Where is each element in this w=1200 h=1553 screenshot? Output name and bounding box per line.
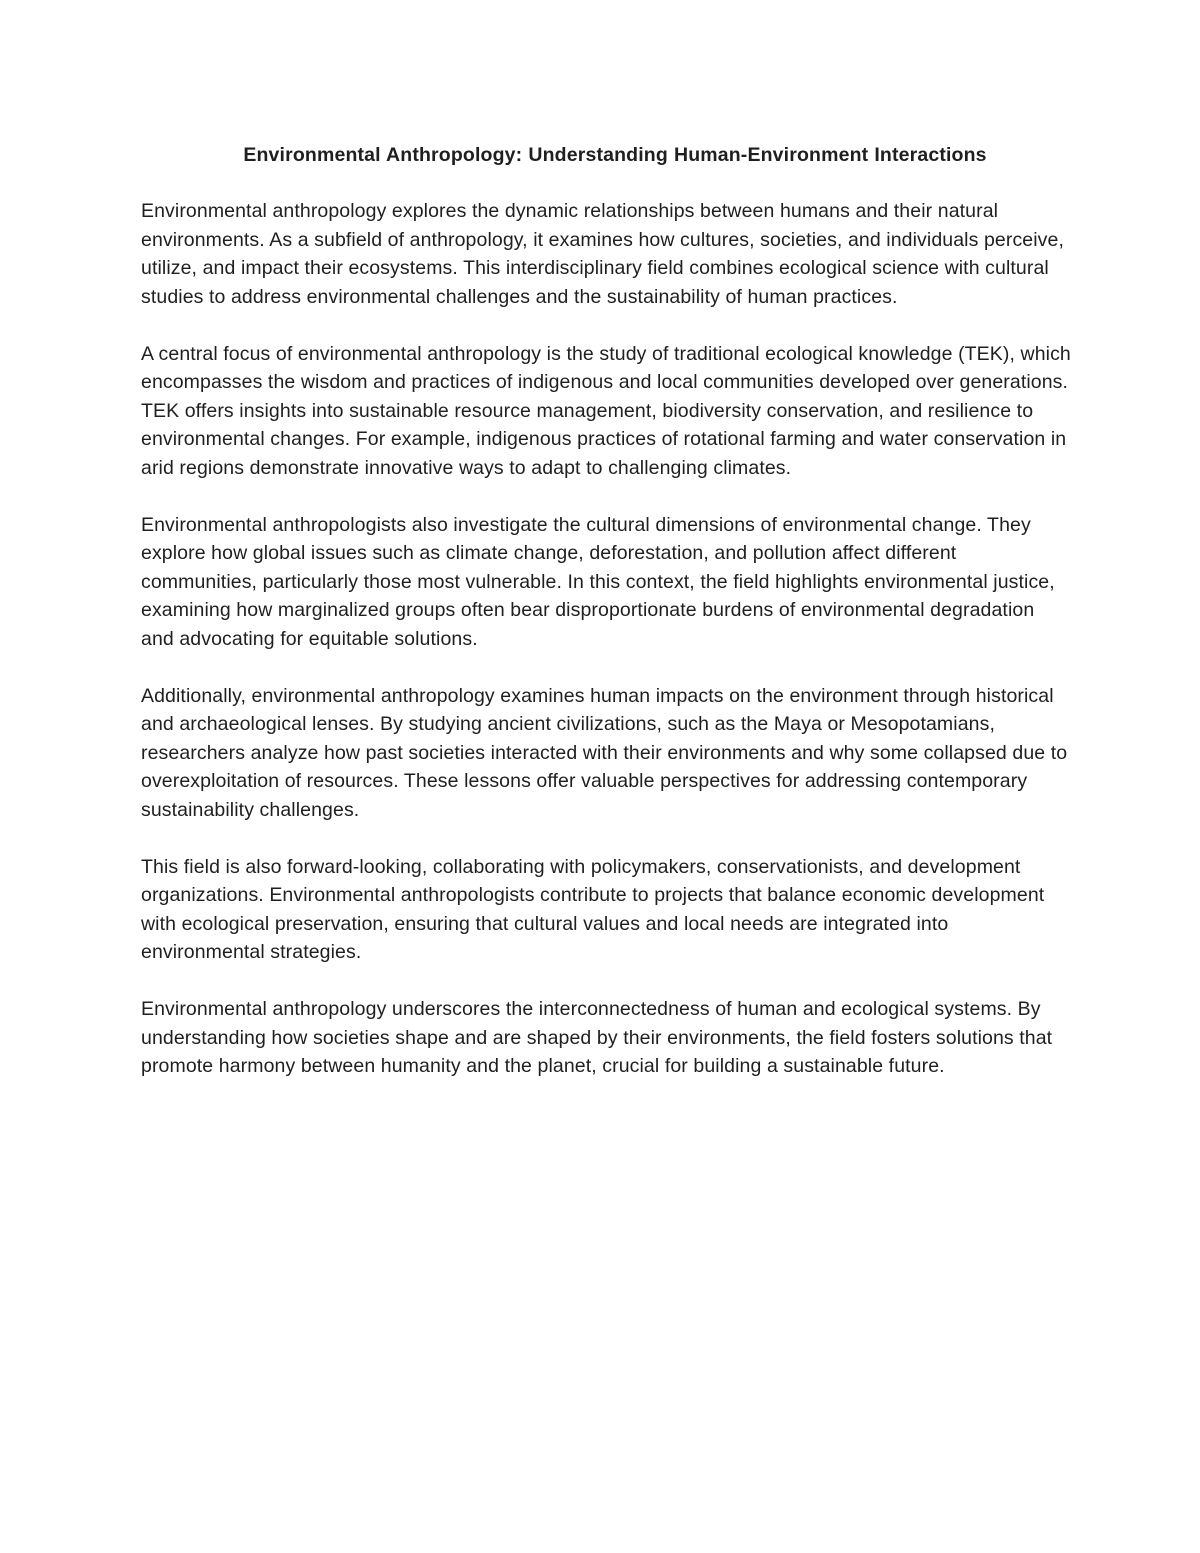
paragraph-forward-looking: This field is also forward-looking, collaborating with policymakers, conservationists, and development organizations. Environmental anthropologists contribute to projects that balance economic development with ecological preservation, ensuring that cultural values and local needs are integrated into environmental strategies. (141, 855, 1045, 963)
document-title: Environmental Anthropology: Understanding Human-Environment Interactions (243, 144, 987, 166)
paragraph-intro: Environmental anthropology explores the dynamic relationships between humans and their natural environments. As a subfield of anthropology, it examines how cultures, societies, and individuals perceive, utilize, and impact their ecosystems. This interdisciplinary field combines ecological science with cultural studies to address environmental challenges and the sustainability of human practices. (141, 200, 1065, 308)
paragraph-conclusion: Environmental anthropology underscores the interconnectedness of human and ecological systems. By understanding how societies shape and are shaped by their environments, the field fosters solutions that promote harmony between humanity and the planet, crucial for building a sustainable future. (141, 998, 1053, 1077)
paragraph-historical-lenses: Additionally, environmental anthropology examines human impacts on the environment through historical and archaeological lenses. By studying ancient civilizations, such as the Maya or Mesopotamians, researchers analyze how past societies interacted with their environments and why some collapsed due to overexploitation of resources. These lessons offer valuable perspectives for addressing contemporary sustainability challenges. (141, 684, 1068, 821)
document-body (141, 197, 1071, 1109)
paragraph-cultural-dimensions: Environmental anthropologists also investigate the cultural dimensions of environmental change. They explore how global issues such as climate change, deforestation, and pollution affect different communities, particularly those most vulnerable. In this context, the field highlights environmental justice, examining how marginalized groups often bear disproportionate burdens of environmental degradation and advocating for equitable solutions. (141, 513, 1055, 650)
paragraph-tek: A central focus of environmental anthropology is the study of traditional ecological knowledge (TEK), which encompasses the wisdom and practices of indigenous and local communities developed over generations. TEK offers insights into sustainable resource management, biodiversity conservation, and resilience to environmental changes. For example, indigenous practices of rotational farming and water conservation in arid regions demonstrate innovative ways to adapt to challenging climates. (141, 342, 1071, 479)
